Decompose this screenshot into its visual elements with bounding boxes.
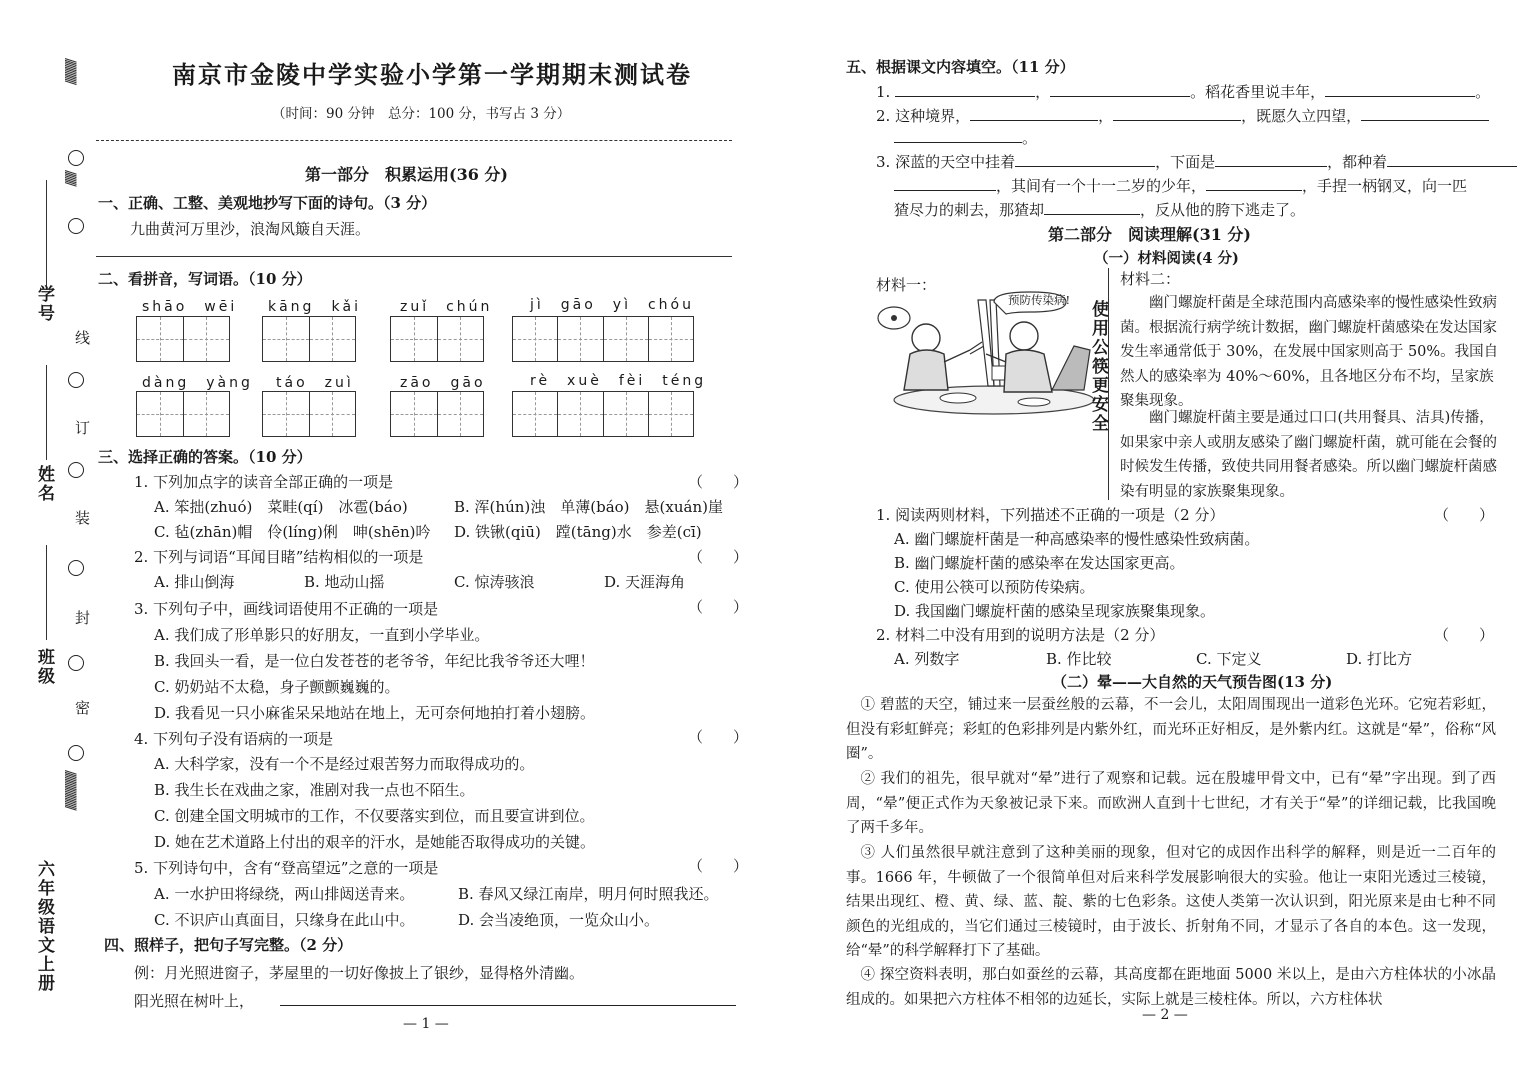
q4-answer-line[interactable] — [280, 1005, 736, 1006]
option: B. 春风又绿江南岸，明月何时照我还。 — [458, 885, 719, 903]
answer-paren[interactable]: （ ） — [688, 728, 749, 746]
option: B. 幽门螺旋杆菌的感染率在发达国家更高。 — [894, 554, 1185, 572]
q4-example: 例：月光照进窗子，茅屋里的一切好像披上了银纱，显得格外清幽。 — [134, 964, 585, 982]
q3-3-stem: 3. 下列句子中，画线词语使用不正确的一项是 — [134, 600, 439, 618]
part1-heading: 第一部分 积累运用(36 分) — [305, 165, 508, 184]
q3-title: 三、选择正确的答案。（10 分） — [98, 448, 312, 466]
q5-text: ，下面是 — [1155, 153, 1216, 171]
field-class: 班级 — [34, 648, 54, 686]
q3-2-stem: 2. 下列与词语“耳闻目睹”结构相似的一项是 — [134, 548, 424, 566]
q1-poem: 九曲黄河万里沙，浪淘风簸自天涯。 — [130, 220, 371, 238]
binding-hole — [68, 745, 84, 761]
q5-text: 。 — [1022, 129, 1038, 147]
r1-stem: 1. 阅读两则材料，下列描述不正确的一项是（2 分） — [876, 506, 1225, 524]
article-para2: ② 我们的祖先，很早就对“晕”进行了观察和记载。远在殷墟甲骨文中，已有“晕”字出现。到了西周，“晕”便正式作为天象被记录下来。而欧洲人直到十七世纪，才有关于“晕”的详细记载，比我国晚了两千多年。 — [846, 771, 1496, 836]
option: A. 笨拙(zhuó) 菜畦(qí) 冰雹(báo) — [154, 498, 408, 516]
binding-dashes: ////////////////////// — [62, 770, 78, 808]
field-student-id: 学号 — [34, 285, 54, 323]
pinyin-label: shāo wēi — [142, 299, 238, 315]
writing-grid[interactable] — [136, 316, 230, 362]
q5-line3 — [876, 150, 1517, 172]
field-line — [46, 545, 47, 640]
material2-para1: 幽门螺旋杆菌是全球范围内高感染率的慢性感染性致病菌。根据流行病学统计数据，幽门螺旋杆菌感染在发达国家发生率通常低于 30%，在发展中国家则高于 50%。我国自然人的感染率为 40%～60%，且各地区分布不均，呈家族聚集现象。 — [1120, 295, 1499, 409]
answer-paren[interactable]: （ ） — [688, 548, 749, 566]
q5-line4 — [894, 174, 1467, 196]
cartoon-caption: 使用公筷更安全 — [1088, 300, 1108, 433]
q5-text: 3. 深蓝的天空中挂着 — [876, 153, 1016, 171]
option: D. 我国幽门螺旋杆菌的感染呈现家族聚集现象。 — [894, 602, 1216, 620]
binding-hole — [68, 218, 84, 234]
section1-heading: （一）材料阅读(4 分) — [1094, 250, 1239, 267]
article-para1: ① 碧蓝的天空，铺过来一层蚕丝般的云幕，不一会儿，太阳周围现出一道彩色光环。它宛若彩虹，但没有彩虹鲜亮；彩虹的色彩排列是内紫外红，而光环正好相反，是外紫内红。这就是“晕”，俗称“风圈”。 — [846, 697, 1496, 762]
pinyin-label: táo zuì — [276, 375, 354, 391]
option: D. 铁锹(qiū) 蹚(tāng)水 参差(cī) — [454, 523, 702, 541]
fill-blank[interactable] — [970, 104, 1098, 121]
pinyin-label: jì gāo yì chóu — [530, 297, 694, 313]
fill-blank[interactable] — [894, 174, 996, 191]
option: C. 毡(zhān)帽 伶(líng)俐 呻(shēn)吟 — [154, 523, 431, 541]
option: A. 一水护田将绿绕，两山排闼送青来。 — [154, 885, 415, 903]
option: D. 她在艺术道路上付出的艰辛的汗水，是她能否取得成功的关键。 — [154, 833, 596, 851]
writing-grid[interactable] — [390, 391, 484, 437]
option: C. 创建全国文明城市的工作，不仅要落实到位，而且要宣讲到位。 — [154, 807, 595, 825]
binding-hole — [68, 560, 84, 576]
fill-blank[interactable] — [895, 80, 1035, 97]
option: B. 我回头一看，是一位白发苍苍的老爷爷，年纪比我爷爷还大哩！ — [154, 652, 595, 670]
option: B. 我生长在戏曲之家，准剧对我一点也不陌生。 — [154, 781, 475, 799]
option: A. 排山倒海 — [154, 573, 235, 591]
q2-title: 二、看拼音，写词语。（10 分） — [98, 270, 312, 288]
fill-blank[interactable] — [1215, 150, 1327, 167]
option: B. 浑(hún)浊 单薄(báo) 悬(xuán)崖 — [454, 498, 723, 516]
material1-label: 材料一： — [876, 276, 937, 294]
q1-title: 一、正确、工整、美观地抄写下面的诗句。（3 分） — [98, 194, 437, 212]
q5-line5 — [894, 198, 1305, 220]
q4-prompt: 阳光照在树叶上， — [134, 992, 255, 1010]
fill-blank[interactable] — [1206, 174, 1302, 191]
seal-mark: 封 — [73, 610, 91, 627]
field-line — [46, 365, 47, 460]
fill-blank[interactable] — [1044, 198, 1140, 215]
exam-subtitle: （时间：90 分钟 总分：100 分，书写占 3 分） — [272, 106, 571, 122]
pinyin-label: dàng yàng — [142, 375, 253, 391]
writing-grid[interactable] — [512, 316, 694, 362]
answer-paren[interactable]: （ ） — [688, 857, 749, 875]
page-number-1: — 1 — — [403, 1016, 449, 1032]
q5-text: 1. — [876, 83, 891, 101]
exam-title: 南京市金陵中学实验小学第一学期期末测试卷 — [172, 60, 692, 89]
seal-mark: 装 — [73, 510, 91, 527]
writing-grid[interactable] — [390, 316, 484, 362]
answer-paren[interactable]: （ ） — [1434, 626, 1495, 644]
option: A. 大科学家，没有一个不是经过艰苦努力而取得成功的。 — [154, 755, 535, 773]
material2-label: 材料二： — [1120, 270, 1181, 288]
seal-mark: 密 — [73, 700, 91, 717]
option: B. 作比较 — [1046, 650, 1112, 668]
writing-grid[interactable] — [136, 391, 230, 437]
material-divider — [1108, 268, 1109, 500]
article-para3: ③ 人们虽然很早就注意到了这种美丽的现象，但对它的成因作出科学的解释，则是近一二百年的事。1666 年，牛顿做了一个很简单但对后来科学发展影响很大的实验。他让一束阳光透过三棱镜，结果出现红、橙、黄、绿、蓝、靛、紫的七色彩条。这使人类第一次认识到，阳光原来是由七种不同颜色的光组成的，当它们通过三棱镜时，由于波长、折射角不同，才显示了各自的本色。这一发现，给“晕”的科学解释打下了基础。 — [846, 845, 1496, 959]
option: D. 我看见一只小麻雀呆呆地站在地上，无可奈何地拍打着小翅膀。 — [154, 704, 596, 722]
q5-text: 。 — [1475, 83, 1491, 101]
option: D. 会当凌绝顶，一览众山小。 — [458, 911, 660, 929]
answer-paren[interactable]: （ ） — [688, 473, 749, 491]
writing-grid[interactable] — [262, 316, 356, 362]
binding-dashes: //////// — [62, 170, 78, 184]
cartoon-illustration — [874, 290, 1106, 420]
field-name: 姓名 — [34, 465, 54, 503]
grade-subject: 六年级语文上册 — [34, 860, 54, 993]
fill-blank[interactable] — [1050, 80, 1190, 97]
option: A. 幽门螺旋杆菌是一种高感染率的慢性感染性致病菌。 — [894, 530, 1260, 548]
q5-text: ， — [1098, 107, 1114, 125]
field-line — [46, 180, 47, 290]
q5-text: ，其间有一个十一二岁的少年， — [996, 177, 1207, 195]
q5-text: ， — [1035, 83, 1051, 101]
writing-grid[interactable] — [512, 391, 694, 437]
seal-mark: 线 — [73, 330, 91, 347]
answer-paren[interactable]: （ ） — [1434, 506, 1495, 524]
q5-text: 。稻花香里说丰年， — [1190, 83, 1326, 101]
fill-blank[interactable] — [894, 126, 1022, 143]
binding-hole — [68, 150, 84, 166]
answer-paren[interactable]: （ ） — [688, 598, 749, 616]
fill-blank[interactable] — [1387, 150, 1517, 167]
option: C. 使用公筷可以预防传染病。 — [894, 578, 1095, 596]
q5-text: 2. 这种境界， — [876, 107, 971, 125]
q5-line2 — [876, 104, 1489, 126]
q5-title: 五、根据课文内容填空。（11 分） — [846, 58, 1075, 76]
q5-line1 — [876, 80, 1490, 102]
material2-para2: 幽门螺旋杆菌主要是通过口口(共用餐具、洁具)传播，如果家中亲人或朋友感染了幽门螺旋杆菌，就可能在会餐的时候发生传播，致使共同用餐者感染。所以幽门螺旋杆菌感染有明显的家族聚集现象。 — [1120, 410, 1497, 500]
q3-4-stem: 4. 下列句子没有语病的一项是 — [134, 730, 334, 748]
fill-blank[interactable] — [1113, 104, 1241, 121]
q5-text: ，反从他的胯下逃走了。 — [1140, 201, 1306, 219]
r2-stem: 2. 材料二中没有用到的说明方法是（2 分） — [876, 626, 1165, 644]
option: C. 惊涛骇浪 — [454, 573, 535, 591]
q5-text: ，既愿久立四望， — [1241, 107, 1362, 125]
q3-5-stem: 5. 下列诗句中，含有“登高望远”之意的一项是 — [134, 859, 439, 877]
fill-blank[interactable] — [1015, 150, 1155, 167]
binding-hole — [68, 462, 84, 478]
binding-dashes: ////////////// — [62, 58, 78, 83]
option: A. 列数字 — [894, 650, 960, 668]
divider — [96, 140, 732, 141]
fill-blank[interactable] — [1361, 104, 1489, 121]
binding-hole — [68, 655, 84, 671]
option: C. 奶奶站不太稳，身子颤颤巍巍的。 — [154, 678, 400, 696]
pinyin-label: rè xuè fèi téng — [530, 373, 707, 389]
part2-heading: 第二部分 阅读理解(31 分) — [1048, 225, 1251, 244]
pinyin-label: kāng kǎi — [268, 299, 362, 315]
seal-mark: 订 — [73, 420, 91, 437]
binding-hole — [68, 372, 84, 388]
pinyin-label: zāo gāo — [400, 375, 486, 391]
section2-heading: （二）晕——大自然的天气预告图(13 分) — [1052, 673, 1333, 691]
fill-blank[interactable] — [1325, 80, 1475, 97]
option: C. 不识庐山真面目，只缘身在此山中。 — [154, 911, 415, 929]
q5-text: ，手捏一柄钢叉，向一匹 — [1302, 177, 1468, 195]
q5-text: 猹尽力的刺去，那猹却 — [894, 201, 1045, 219]
q1-answer-line[interactable] — [96, 256, 732, 257]
q4-title: 四、照样子，把句子写完整。（2 分） — [104, 936, 353, 954]
option: C. 下定义 — [1196, 650, 1262, 668]
pinyin-label: zuǐ chún — [400, 299, 493, 315]
article-para4: ④ 探空资料表明，那白如蚕丝的云幕，其高度都在距地面 5000 米以上，是由六方柱体状的小冰晶组成的。如果把六方柱体不相邻的边延长，实际上就是三棱柱体。所以，六方柱体状 — [846, 967, 1496, 1008]
page-number-2: — 2 — — [1142, 1007, 1188, 1023]
option: D. 打比方 — [1346, 650, 1413, 668]
cartoon-bubble-text: 预防传染病! — [1008, 293, 1071, 307]
q5-text: ，都种着 — [1327, 153, 1388, 171]
option: D. 天涯海角 — [604, 573, 686, 591]
option: B. 地动山摇 — [304, 573, 385, 591]
q3-1-stem: 1. 下列加点字的读音全部正确的一项是 — [134, 473, 394, 491]
option: A. 我们成了形单影只的好朋友，一直到小学毕业。 — [154, 626, 490, 644]
q5-line2b — [894, 126, 1037, 148]
writing-grid[interactable] — [262, 391, 356, 437]
